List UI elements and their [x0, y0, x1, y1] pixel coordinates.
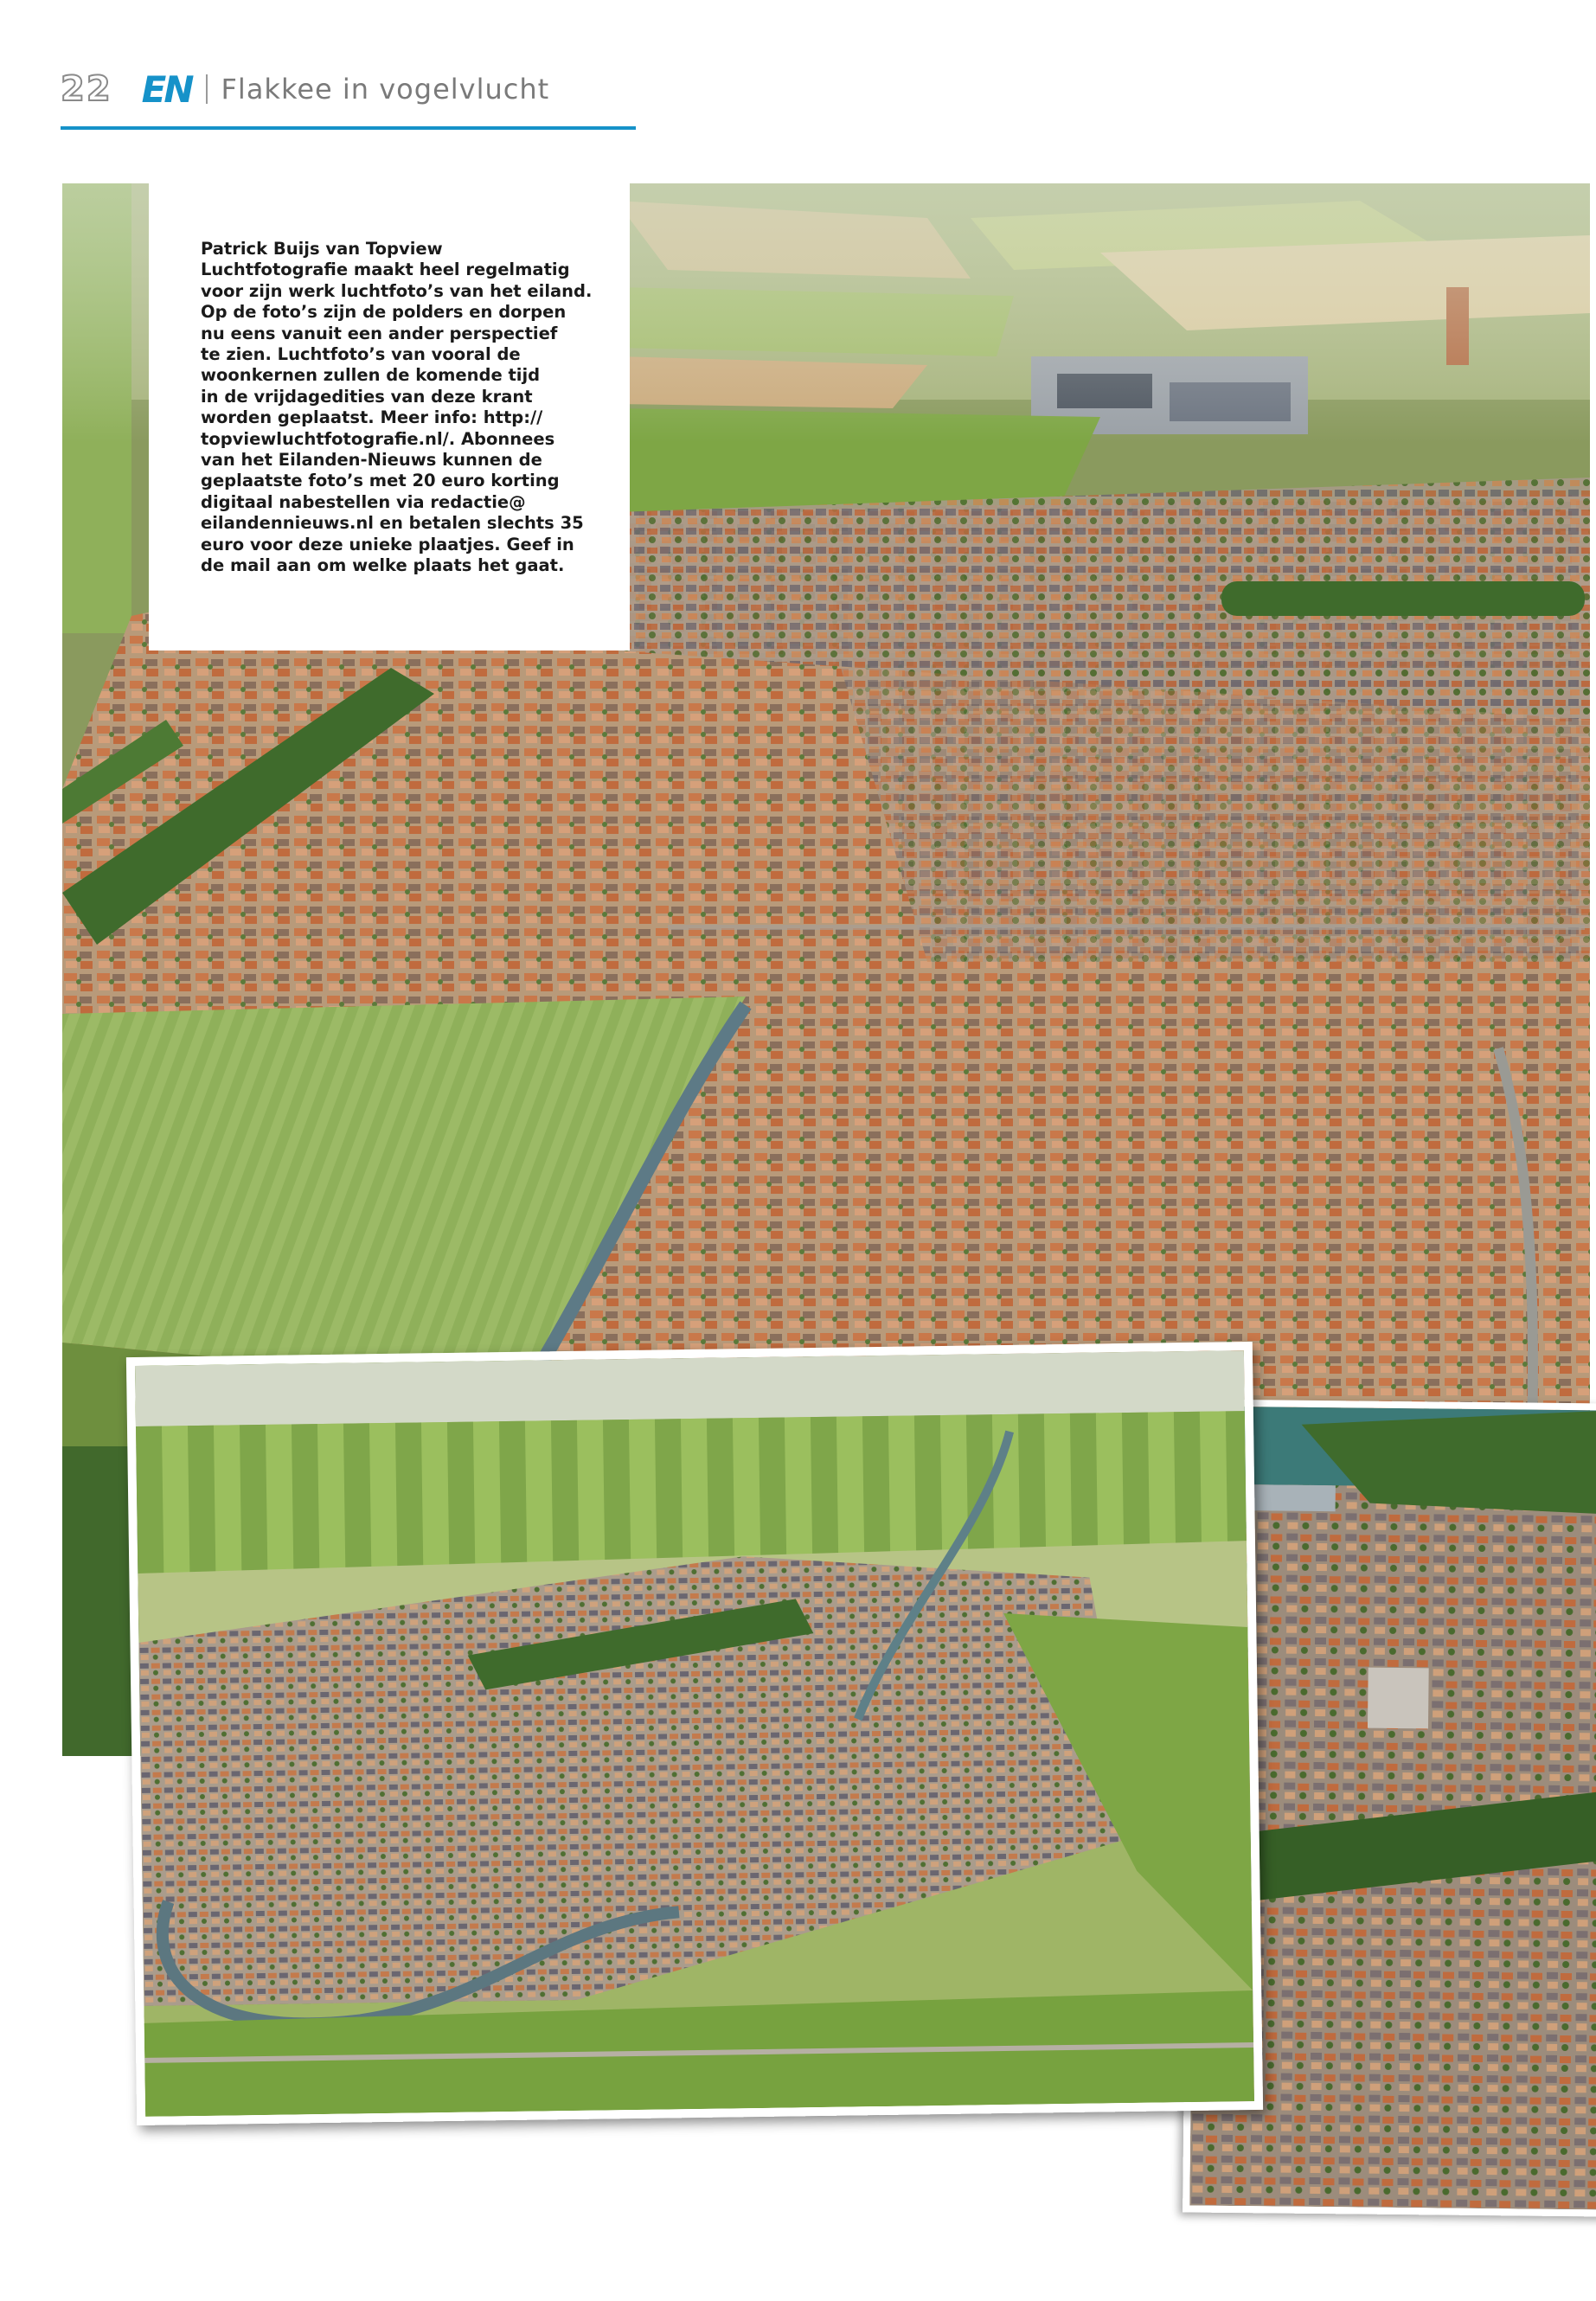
section-title: Flakkee in vogelvlucht: [221, 73, 550, 106]
caption-box: [149, 183, 630, 651]
photo-caption: Patrick Buijs van Topview Luchtfotografie maakt heel regelmatig voor zijn werk luchtfoto’s van het eiland. Op de foto’s zijn de polders en dorpen nu eens vanuit een ander perspectief te zien. Luchtfoto’s van vooral de woonkernen zullen de komende tijd in de vrijdagedities van deze krant worden geplaatst. Meer info: http:// topviewluchtfotografie.nl/. Abonnees van het Eilanden-Nieuws kunnen de geplaatste foto’s met 20 euro korting digitaal nabestellen via redactie@ eilandennieuws.nl en betalen slechts 35 euro voor deze unieke plaatjes. Geef in de mail aan om welke plaats het gaat.: [201, 239, 593, 576]
page-header: [61, 67, 549, 111]
header-rule: [61, 126, 636, 130]
en-logo: EN: [141, 67, 192, 111]
inset-aerial-photo: [126, 1342, 1263, 2125]
header-divider: [206, 74, 208, 104]
page-number: 22: [61, 69, 112, 109]
